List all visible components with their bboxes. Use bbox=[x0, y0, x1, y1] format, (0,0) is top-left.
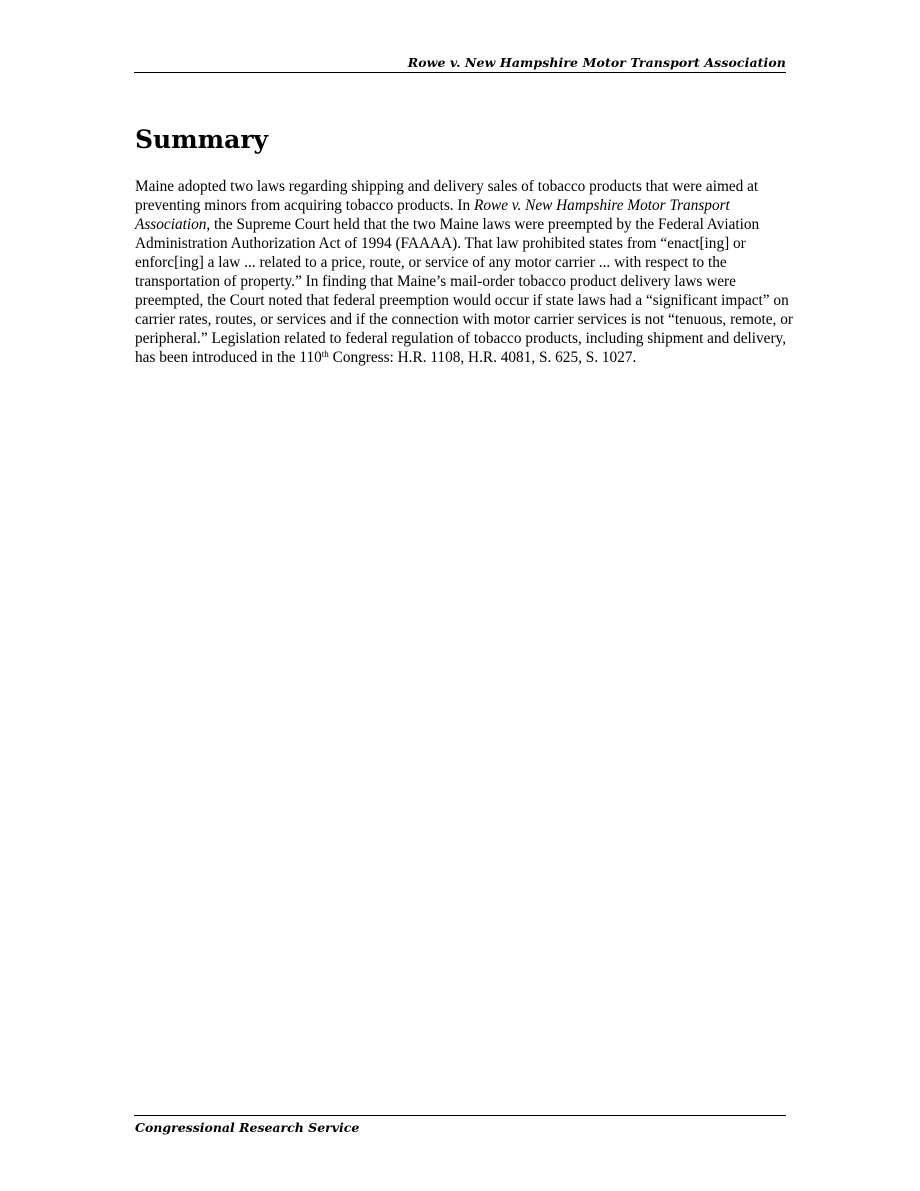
section-title: Summary bbox=[135, 125, 269, 154]
ordinal-superscript: th bbox=[321, 349, 329, 359]
summary-text-part-3: Congress: H.R. 1108, H.R. 4081, S. 625, S. 1027. bbox=[328, 349, 637, 366]
case-name: Rowe v. New Hampshire Motor Transport Association bbox=[135, 197, 730, 233]
running-header: Rowe v. New Hampshire Motor Transport Association bbox=[407, 55, 786, 70]
header-rule bbox=[134, 72, 786, 73]
footer-rule bbox=[134, 1115, 786, 1116]
summary-paragraph bbox=[135, 177, 795, 367]
running-footer: Congressional Research Service bbox=[135, 1120, 360, 1135]
summary-text-part-1: Maine adopted two laws regarding shipping and delivery sales of tobacco products that were aimed at preventing minors from acquiring tobacco products. In bbox=[135, 178, 759, 214]
summary-text-part-2: , the Supreme Court held that the two Maine laws were preempted by the Federal Aviation Administration Authorization Act of 1994 (FAAAA). That law prohibited states from “enact[ing] or enforc[ing] a law ... related to a price, route, or service of any motor carrier ... with respect to the transportation of property.” In finding that Maine’s mail-order tobacco product delivery laws were preempted, the Court noted that federal preemption would occur if state laws had a “significant impact” on carrier rates, routes, or services and if the connection with motor carrier services is not “tenuous, remote, or peripheral.” Legislation related to federal regulation of tobacco products, including shipment and delivery, has been introduced in the 110 bbox=[135, 216, 793, 366]
